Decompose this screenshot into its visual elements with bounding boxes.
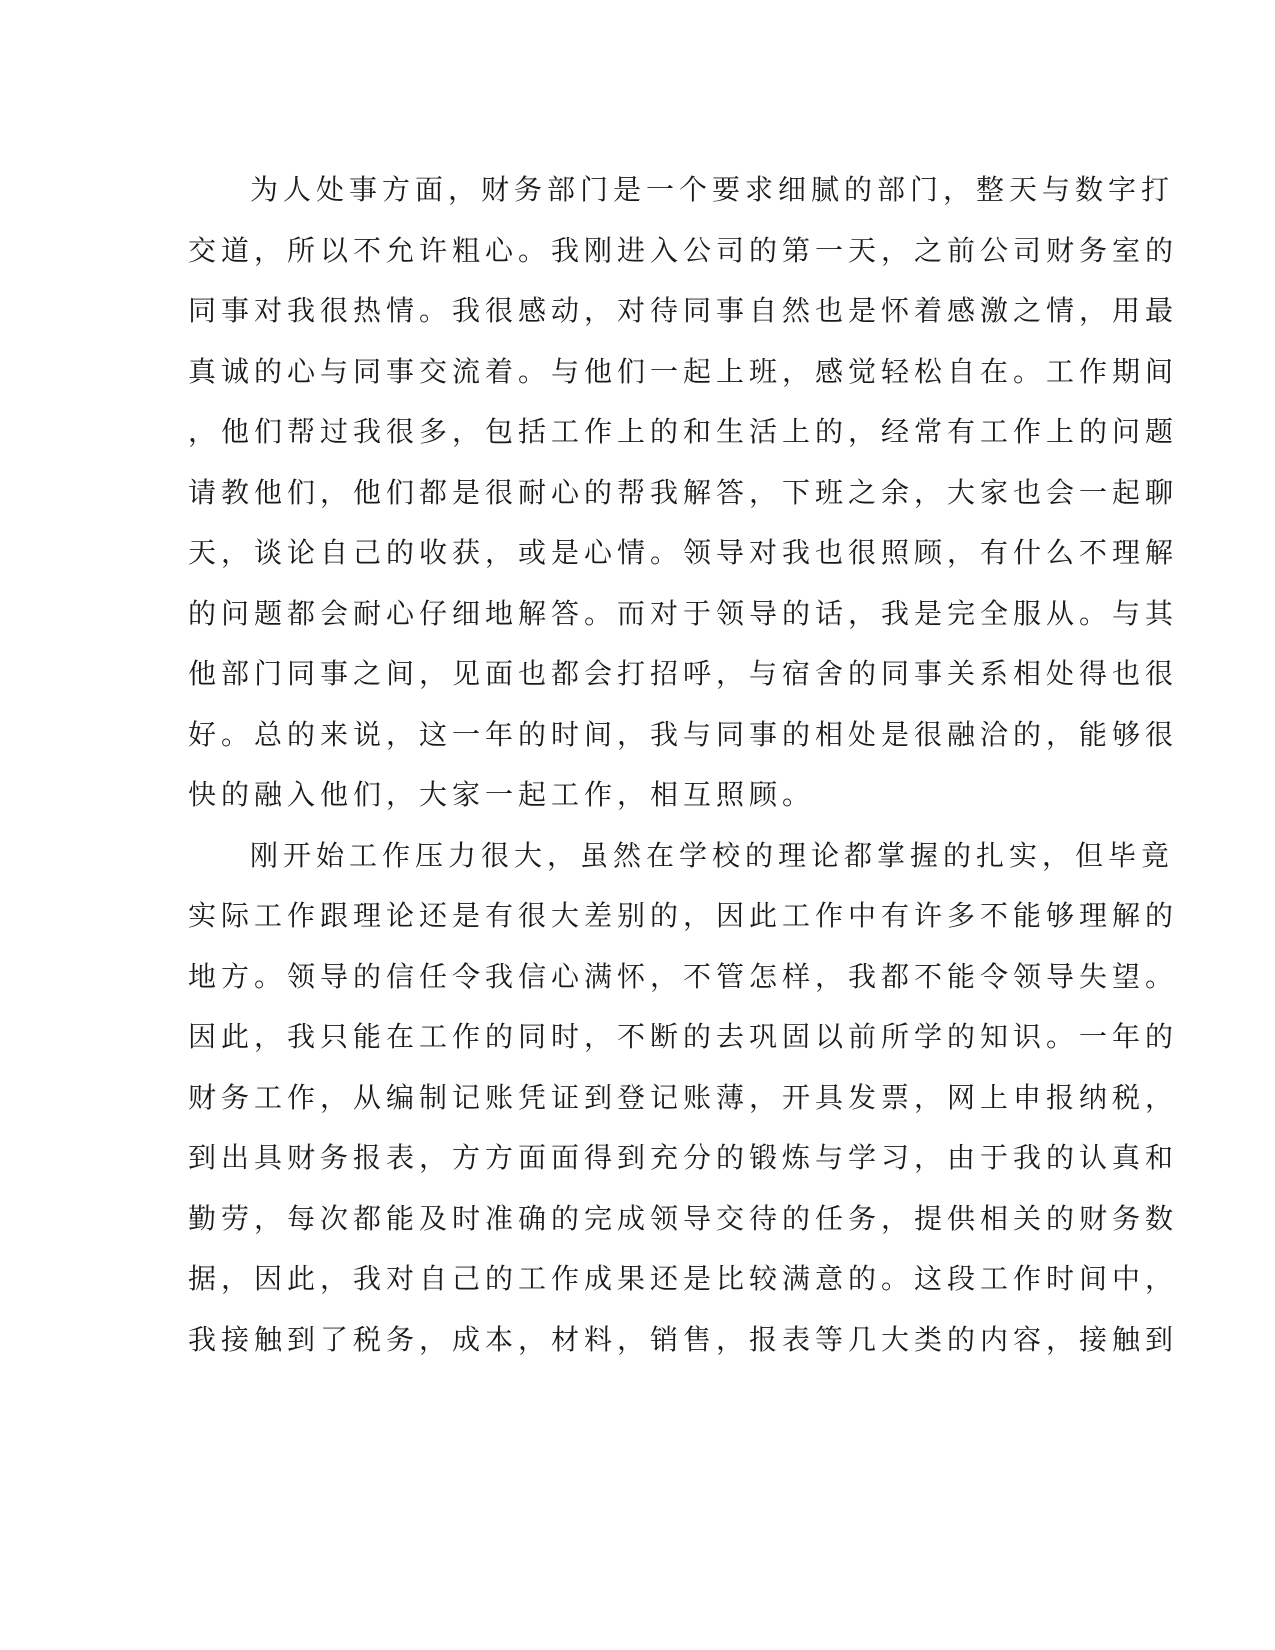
text-line: 因此，我只能在工作的同时，不断的去巩固以前所学的知识。一年的 bbox=[188, 1020, 1179, 1053]
paragraph-interpersonal bbox=[188, 160, 1179, 826]
text-line: 我接触到了税务，成本，材料，销售，报表等几大类的内容，接触到 bbox=[188, 1322, 1179, 1356]
text-line: 真诚的心与同事交流着。与他们一起上班，感觉轻松自在。工作期间 bbox=[188, 354, 1179, 388]
text-line: 交道，所以不允许粗心。我刚进入公司的第一天，之前公司财务室的 bbox=[188, 233, 1179, 267]
text-line: 天，谈论自己的收获，或是心情。领导对我也很照顾，有什么不理解 bbox=[188, 536, 1179, 569]
text-line: 到出具财务报表，方方面面得到充分的锻炼与学习，由于我的认真和 bbox=[188, 1141, 1179, 1174]
text-line: 请教他们，他们都是很耐心的帮我解答，下班之余，大家也会一起聊 bbox=[188, 475, 1179, 509]
text-line: 据，因此，我对自己的工作成果还是比较满意的。这段工作时间中， bbox=[188, 1262, 1179, 1295]
text-line: 他部门同事之间，见面也都会打招呼，与宿舍的同事关系相处得也很 bbox=[188, 657, 1179, 690]
text-line: ，他们帮过我很多，包括工作上的和生活上的，经常有工作上的问题 bbox=[188, 415, 1179, 448]
text-line: 好。总的来说，这一年的时间，我与同事的相处是很融洽的，能够很 bbox=[188, 717, 1179, 751]
text-line: 刚开始工作压力很大，虽然在学校的理论都掌握的扎实，但毕竟 bbox=[250, 838, 1175, 872]
text-line: 地方。领导的信任令我信心满怀，不管怎样，我都不能令领导失望。 bbox=[188, 959, 1179, 993]
text-line: 财务工作，从编制记账凭证到登记账薄，开具发票，网上申报纳税， bbox=[188, 1080, 1179, 1114]
text-line: 勤劳，每次都能及时准确的完成领导交待的任务，提供相关的财务数 bbox=[188, 1201, 1179, 1235]
text-line: 同事对我很热情。我很感动，对待同事自然也是怀着感激之情，用最 bbox=[188, 294, 1179, 327]
text-line: 的问题都会耐心仔细地解答。而对于领导的话，我是完全服从。与其 bbox=[188, 596, 1179, 630]
text-line: 实际工作跟理论还是有很大差别的，因此工作中有许多不能够理解的 bbox=[188, 899, 1179, 932]
text-line: 快的融入他们，大家一起工作，相互照顾。 bbox=[188, 778, 816, 811]
body-text bbox=[188, 160, 1179, 1370]
text-line: 为人处事方面，财务部门是一个要求细腻的部门，整天与数字打 bbox=[250, 173, 1175, 206]
paragraph-work-experience bbox=[188, 826, 1179, 1371]
